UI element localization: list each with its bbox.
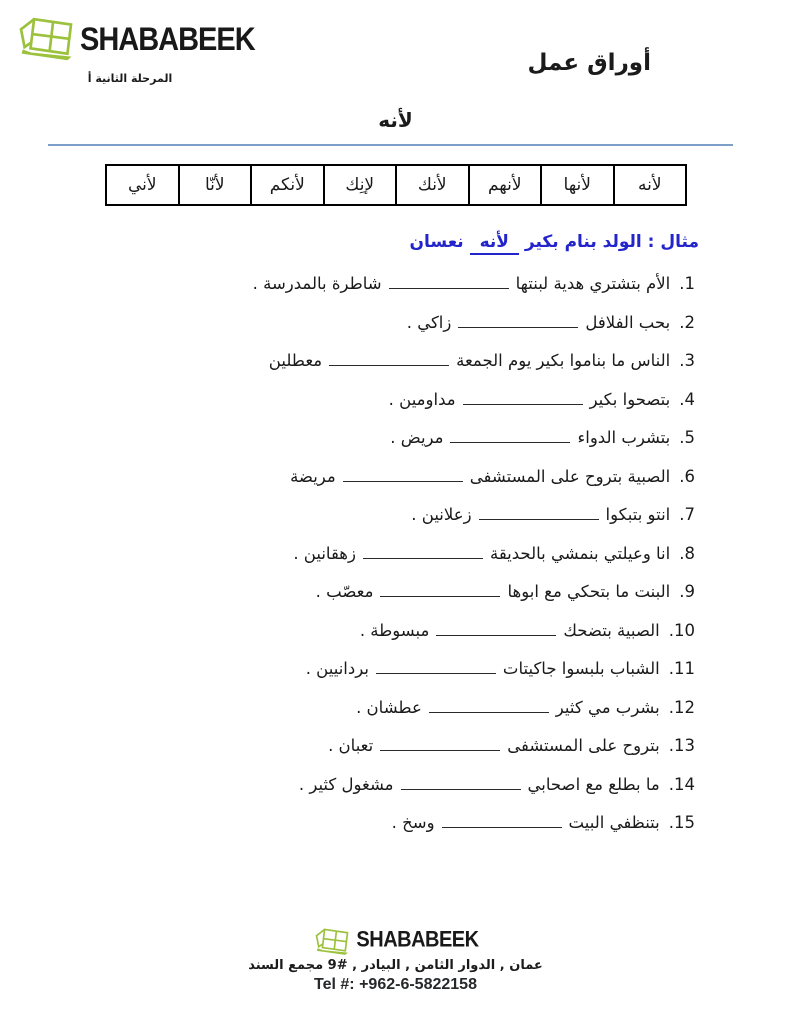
item-text-after: شاطرة بالمدرسة .: [252, 274, 382, 293]
item-number: 10.: [668, 620, 695, 640]
stage-label: المرحلة الثانية أ: [87, 72, 173, 85]
item-text-before: الشباب بلبسوا جاكيتات: [502, 659, 660, 678]
item-text-before: الصبية بتضحك: [563, 620, 660, 640]
item-number: 5.: [679, 428, 695, 447]
item-text-before: الناس ما بناموا بكير يوم الجمعة: [456, 351, 671, 370]
exercise-item: [30, 540, 695, 568]
word-bank-cell: لأني: [127, 175, 157, 195]
answer-blank[interactable]: [401, 776, 521, 790]
item-text-after: مشغول كثير .: [298, 774, 394, 794]
exercise-item: [30, 463, 695, 491]
item-text-after: مريضة: [290, 466, 336, 486]
item-number: 11.: [668, 659, 695, 678]
exercise-item: [30, 386, 695, 414]
footer-phone: Tel #: +962-6-5822158: [314, 976, 477, 993]
example-before: الولد بنام بكير: [524, 232, 642, 252]
answer-blank[interactable]: [376, 660, 496, 674]
item-text-after: زاكي .: [406, 312, 452, 332]
divider-rule: [48, 144, 733, 146]
item-number: 1.: [679, 274, 695, 293]
item-number: 14.: [668, 774, 695, 794]
item-text-before: انتو بتبكوا: [605, 505, 671, 524]
exercise-item: [30, 309, 695, 337]
item-text-before: بتروح على المستشفى: [507, 736, 660, 755]
shababeek-footer-logo-icon: [312, 925, 352, 956]
word-bank-cell: لأنكم: [250, 166, 323, 204]
answer-blank[interactable]: [389, 275, 509, 289]
exercise-item: [30, 694, 695, 722]
exercise-item: [30, 424, 695, 452]
item-text-before: البنت ما بتحكي مع ابوها: [507, 582, 671, 601]
item-text-after: تعبان .: [328, 736, 374, 755]
word-bank-cell: لأنك: [395, 166, 468, 204]
word-bank-table: [105, 164, 687, 206]
exercise-item: [30, 809, 695, 837]
item-number: 13.: [668, 736, 695, 755]
footer-address: عمان , الدوار الثامن , البيادر , #9 مجمع السند: [248, 958, 543, 973]
exercise-item: [30, 655, 695, 683]
item-text-after: مريض .: [390, 428, 444, 447]
item-number: 8.: [679, 543, 695, 563]
word-bank-cell: لأنّا: [178, 166, 251, 204]
example-after: نعسان: [409, 232, 464, 252]
answer-blank[interactable]: [463, 391, 583, 405]
example-highlight-word: لأنه: [470, 232, 519, 255]
item-text-before: بتصحوا بكير: [589, 389, 671, 409]
item-text-after: مبسوطة .: [359, 620, 430, 640]
answer-blank[interactable]: [442, 814, 562, 828]
word-bank-cell: لأنهم: [468, 166, 541, 204]
answer-blank[interactable]: [363, 545, 483, 559]
page-footer: [0, 925, 791, 994]
item-number: 12.: [668, 697, 695, 717]
exercise-item: [30, 617, 695, 645]
page-header: [0, 0, 791, 100]
answer-blank[interactable]: [458, 314, 578, 328]
exercise-item: [30, 771, 695, 799]
item-number: 6.: [679, 466, 695, 486]
answer-blank[interactable]: [329, 352, 449, 366]
item-number: 2.: [679, 312, 695, 332]
answer-blank[interactable]: [429, 699, 549, 713]
item-number: 7.: [679, 505, 695, 524]
example-sentence: [0, 232, 791, 252]
word-bank-cell: لأنه: [613, 166, 686, 204]
item-number: 3.: [679, 351, 695, 370]
word-bank-cell: لأنها: [540, 166, 613, 204]
item-text-after: معصّب .: [315, 582, 374, 601]
item-text-before: بشرب مي كثير: [555, 697, 660, 717]
item-text-before: بتنظفي البيت: [568, 813, 660, 832]
answer-blank[interactable]: [450, 429, 570, 443]
example-label: مثال :: [647, 232, 699, 252]
exercise-item: [30, 578, 695, 606]
word-bank-cell: لإنِك: [323, 166, 396, 204]
item-text-before: الصبية بتروح على المستشفى: [469, 466, 671, 486]
answer-blank[interactable]: [380, 583, 500, 597]
footer-brand-name: SHABABEEK: [356, 927, 479, 953]
item-text-before: ما بطلع مع اصحابي: [527, 774, 660, 794]
exercise-item: [30, 270, 695, 298]
item-text-before: بتشرب الدواء: [577, 428, 671, 447]
item-text-after: زعلانين .: [411, 505, 472, 524]
answer-blank[interactable]: [380, 737, 500, 751]
item-text-after: عطشان .: [356, 697, 422, 717]
item-number: 9.: [679, 582, 695, 601]
item-number: 4.: [679, 389, 695, 409]
shababeek-logo-icon: [14, 12, 78, 62]
item-text-after: بردانيين .: [305, 659, 369, 678]
item-text-after: معطلين: [268, 351, 323, 370]
item-text-before: انا وعيلتي بنمشي بالحديقة: [489, 543, 671, 563]
item-text-after: مداومين .: [388, 389, 456, 409]
exercise-list: [0, 270, 791, 837]
answer-blank[interactable]: [343, 468, 463, 482]
exercise-item: [30, 501, 695, 529]
item-text-before: بحب الفلافل: [585, 312, 671, 332]
worksheet-title: أوراق عمل: [527, 50, 651, 76]
item-text-after: زهقانين .: [293, 543, 356, 563]
exercise-item: [30, 347, 695, 375]
exercise-item: [30, 732, 695, 760]
item-text-after: وسخ .: [391, 813, 435, 832]
item-number: 15.: [668, 813, 695, 832]
item-text-before: الأم بتشتري هدية لبنتها: [515, 274, 671, 293]
answer-blank[interactable]: [436, 622, 556, 636]
answer-blank[interactable]: [479, 506, 599, 520]
brand-name: SHABABEEK: [80, 22, 255, 58]
lesson-title: لأنه: [378, 108, 413, 132]
